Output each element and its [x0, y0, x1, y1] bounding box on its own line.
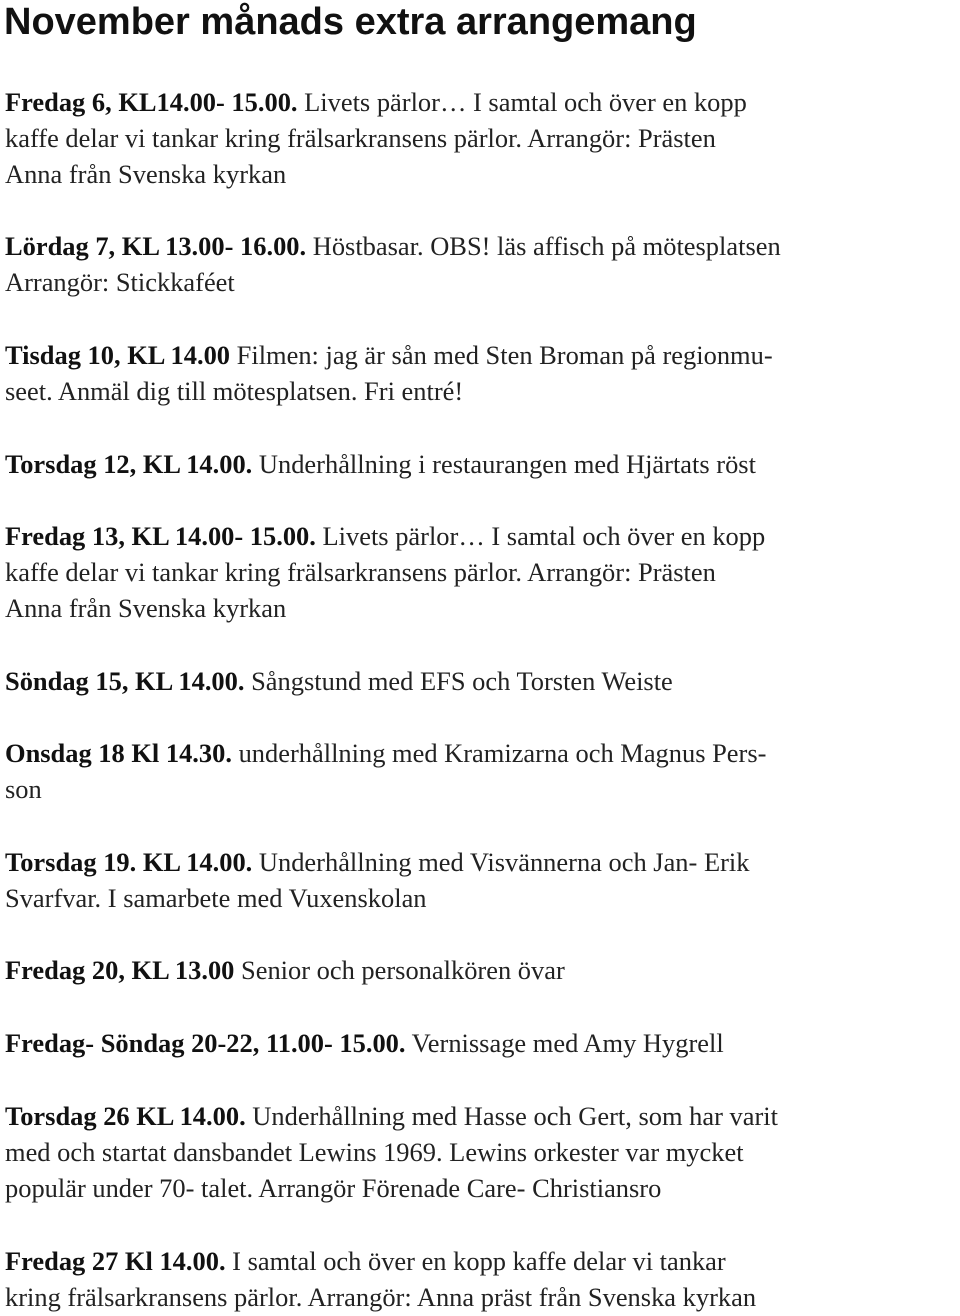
- event-date-time: Tisdag 10, KL 14.00: [5, 340, 231, 370]
- event-item: [5, 952, 957, 988]
- event-item: [5, 1243, 957, 1315]
- event-date-time: Fredag 27 Kl 14.00.: [5, 1246, 226, 1276]
- event-description: Sångstund med EFS och Torsten Weiste: [244, 666, 673, 696]
- event-description: Arrangör: Stickkaféet: [5, 267, 235, 297]
- event-date-time: Fredag 20, KL 13.00: [5, 955, 235, 985]
- page-title: November månads extra arrangemang: [4, 1, 697, 43]
- event-description: Svarfvar. I samarbete med Vuxenskolan: [5, 883, 427, 913]
- event-description: kring frälsarkransens pärlor. Arrangör: Anna präst från Svenska kyrkan: [5, 1282, 757, 1312]
- event-item: [5, 663, 957, 699]
- event-description: I samtal och över en kopp kaffe delar vi tankar: [225, 1246, 726, 1276]
- event-description: kaffe delar vi tankar kring frälsarkransens pärlor. Arrangör: Prästen: [5, 123, 716, 153]
- event-item: [5, 735, 957, 807]
- event-description: Vernissage med Amy Hygrell: [405, 1028, 724, 1058]
- event-description: Underhållning med Visvännerna och Jan- Erik: [252, 847, 750, 877]
- event-date-time: Torsdag 12, KL 14.00.: [5, 449, 253, 479]
- event-item: [5, 84, 957, 192]
- event-item: [5, 446, 957, 482]
- event-description: kaffe delar vi tankar kring frälsarkransens pärlor. Arrangör: Prästen: [5, 557, 716, 587]
- event-date-time: Torsdag 19. KL 14.00.: [5, 847, 253, 877]
- event-description: Livets pärlor… I samtal och över en kopp: [297, 87, 747, 117]
- event-description: Anna från Svenska kyrkan: [5, 159, 287, 189]
- event-description: underhållning med Kramizarna och Magnus Pers-: [231, 738, 767, 768]
- event-date-time: Onsdag 18 Kl 14.30.: [5, 738, 232, 768]
- event-date-time: Fredag 13, KL 14.00- 15.00.: [5, 521, 316, 551]
- event-item: [5, 228, 957, 300]
- event-item: [5, 1098, 957, 1206]
- event-item: [5, 518, 957, 626]
- event-description: Filmen: jag är sån med Sten Broman på regionmu-: [230, 340, 773, 370]
- event-description: seet. Anmäl dig till mötesplatsen. Fri entré!: [5, 376, 464, 406]
- event-date-time: Söndag 15, KL 14.00.: [5, 666, 245, 696]
- event-item: [5, 1025, 957, 1061]
- event-description: Underhållning med Hasse och Gert, som har varit: [245, 1101, 778, 1131]
- event-description: Anna från Svenska kyrkan: [5, 593, 287, 623]
- event-item: [5, 337, 957, 409]
- event-description: Senior och personalkören övar: [234, 955, 565, 985]
- event-description: Underhållning i restaurangen med Hjärtats röst: [252, 449, 756, 479]
- event-date-time: Fredag 6, KL14.00- 15.00.: [5, 87, 298, 117]
- event-item: [5, 844, 957, 916]
- event-description: son: [5, 774, 42, 804]
- event-description: med och startat dansbandet Lewins 1969. Lewins orkester var mycket: [5, 1137, 744, 1167]
- event-description: Höstbasar. OBS! läs affisch på mötesplatsen: [306, 231, 781, 261]
- event-date-time: Fredag- Söndag 20-22, 11.00- 15.00.: [5, 1028, 406, 1058]
- event-description: populär under 70- talet. Arrangör Förenade Care- Christiansro: [5, 1173, 662, 1203]
- event-date-time: Torsdag 26 KL 14.00.: [5, 1101, 246, 1131]
- event-description: Livets pärlor… I samtal och över en kopp: [315, 521, 766, 551]
- event-date-time: Lördag 7, KL 13.00- 16.00.: [5, 231, 307, 261]
